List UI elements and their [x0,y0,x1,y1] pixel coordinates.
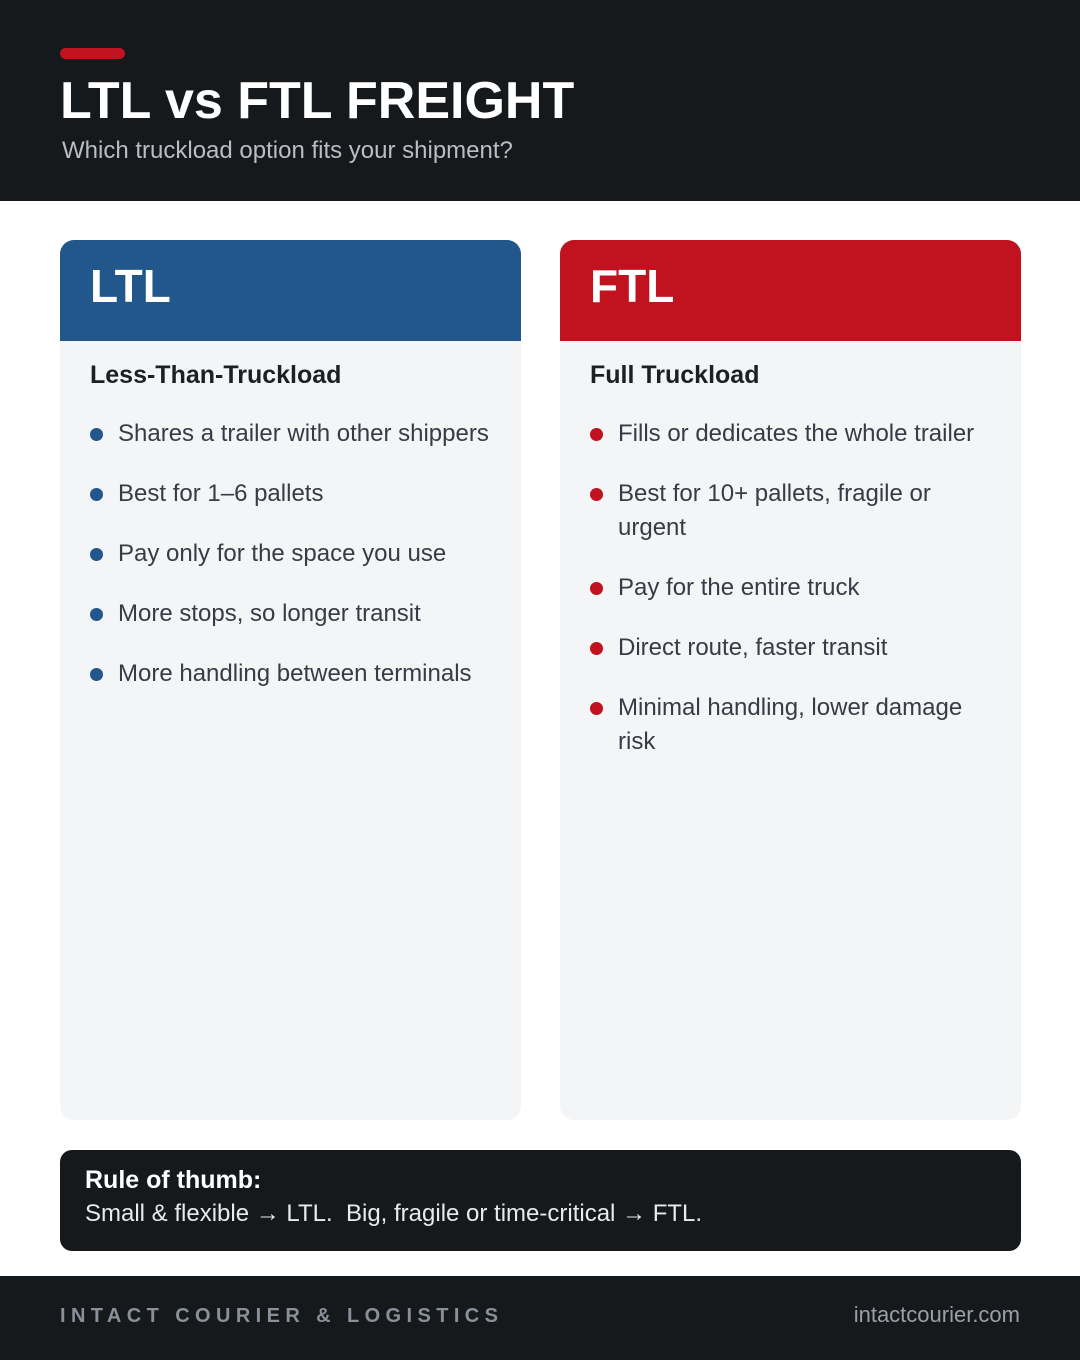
ftl-bullet-text: Direct route, faster transit [618,634,888,661]
ftl-bullet-item [590,631,1000,665]
bullet-dot-icon [90,608,103,621]
page-title: LTL vs FTL FREIGHT [60,72,575,130]
ltl-bullet-item [90,417,510,451]
rule-of-thumb-text: Small & flexible → LTL. Big, fragile or time-critical → FTL. [85,1200,703,1227]
ltl-bullet-text: Pay only for the space you use [118,540,447,567]
ftl-card-subtitle: Full Truckload [590,361,760,389]
ftl-bullet-text: Fills or dedicates the whole trailer [618,420,975,447]
bullet-dot-icon [90,488,103,501]
ltl-card [60,240,521,1120]
footer-brand: INTACT COURIER & LOGISTICS [60,1305,504,1327]
bullet-dot-icon [590,428,603,441]
rule-of-thumb-title: Rule of thumb: [85,1166,262,1194]
ftl-bullet-list [590,417,1000,785]
bullet-dot-icon [90,548,103,561]
bullet-dot-icon [90,668,103,681]
footer [0,1276,1080,1360]
ltl-bullet-item [90,657,510,691]
ftl-bullet-item [590,417,1000,451]
ftl-card [560,240,1021,1120]
rule-of-thumb-box [60,1150,1021,1251]
ltl-card-title: LTL [90,260,171,312]
ltl-bullet-text: More handling between terminals [118,660,472,687]
ltl-bullet-item [90,477,510,511]
ltl-bullet-item [90,537,510,571]
bullet-dot-icon [590,582,603,595]
ltl-bullet-text: Shares a trailer with other shippers [118,420,489,447]
ftl-bullet-item [590,691,1000,759]
ltl-card-subtitle: Less-Than-Truckload [90,361,342,389]
bullet-dot-icon [590,642,603,655]
header [0,0,1080,201]
ftl-card-header [560,240,1021,341]
ltl-bullet-list [90,417,510,717]
page-subtitle: Which truckload option fits your shipment? [62,137,513,164]
ftl-bullet-item [590,571,1000,605]
ltl-card-header [60,240,521,341]
footer-website: intactcourier.com [853,1302,1020,1327]
ftl-card-title: FTL [590,260,675,312]
ftl-bullet-item [590,477,1000,545]
ltl-bullet-item [90,597,510,631]
ftl-bullet-text: Best for 10+ pallets, fragile or urgent [618,480,931,541]
ltl-bullet-text: More stops, so longer transit [118,600,421,627]
bullet-dot-icon [590,488,603,501]
ftl-bullet-text: Minimal handling, lower damage risk [618,694,963,755]
accent-bar [60,48,125,59]
bullet-dot-icon [590,702,603,715]
bullet-dot-icon [90,428,103,441]
ftl-bullet-text: Pay for the entire truck [618,574,860,601]
ltl-bullet-text: Best for 1–6 pallets [118,480,324,507]
